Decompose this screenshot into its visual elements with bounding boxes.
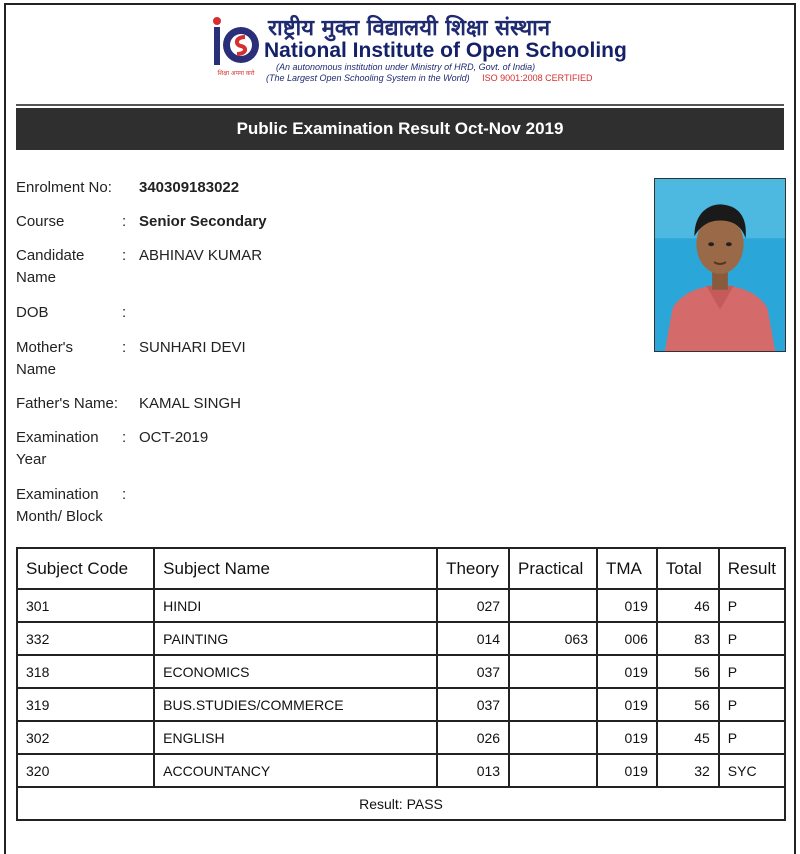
- exam-block-label-line1: Examination: [16, 486, 99, 503]
- header-subject-name: Subject Name: [154, 548, 437, 589]
- subject-code: 302: [17, 721, 154, 754]
- overall-result: Result: PASS: [17, 787, 785, 820]
- header-practical: Practical: [509, 548, 597, 589]
- mother-name-value: SUNHARI DEVI: [139, 339, 246, 356]
- subject-result: SYC: [719, 754, 785, 787]
- institute-subtitle: (An autonomous institution under Ministry of HRD, Govt. of India): [276, 62, 536, 72]
- table-row: [17, 721, 785, 754]
- enrolment-value: 340309183022: [139, 179, 240, 196]
- subject-result: P: [719, 721, 785, 754]
- tagline-text: (The Largest Open Schooling System in the World): [266, 73, 470, 83]
- table-row: [17, 754, 785, 787]
- colon: :: [122, 304, 127, 321]
- exam-year-label-line2: Year: [16, 451, 47, 468]
- practical-marks: 063: [509, 622, 597, 655]
- candidate-label-line2: Name: [16, 269, 57, 286]
- father-name-value: KAMAL SINGH: [139, 395, 241, 412]
- candidate-label-line1: Candidate: [16, 247, 85, 264]
- practical-marks: [509, 589, 597, 622]
- table-row: [17, 655, 785, 688]
- institute-english-title: National Institute of Open Schooling: [264, 39, 627, 62]
- theory-marks: 014: [437, 622, 509, 655]
- total-marks: 56: [657, 655, 719, 688]
- tma-marks: 019: [597, 655, 657, 688]
- iso-certification: ISO 9001:2008 CERTIFIED: [482, 73, 593, 83]
- father-label: Father's Name:: [16, 395, 119, 412]
- table-row: [17, 622, 785, 655]
- dob-label: DOB: [16, 304, 49, 321]
- practical-marks: [509, 721, 597, 754]
- subject-name: ENGLISH: [154, 721, 437, 754]
- total-marks: 56: [657, 688, 719, 721]
- colon: :: [122, 429, 127, 446]
- theory-marks: 026: [437, 721, 509, 754]
- total-marks: 45: [657, 721, 719, 754]
- logo-motto: शिक्षा अपना करो: [217, 70, 255, 77]
- theory-marks: 013: [437, 754, 509, 787]
- header-tma: TMA: [597, 548, 657, 589]
- theory-marks: 037: [437, 688, 509, 721]
- exam-year-label-line1: Examination: [16, 429, 99, 446]
- page-border-top: [4, 3, 796, 5]
- institute-hindi-title: राष्ट्रीय मुक्त विद्यालयी शिक्षा संस्थान: [268, 16, 551, 41]
- subject-name: PAINTING: [154, 622, 437, 655]
- result-banner: [16, 108, 784, 150]
- overall-result-row: [17, 787, 785, 820]
- total-marks: 46: [657, 589, 719, 622]
- subject-result: P: [719, 589, 785, 622]
- colon: :: [122, 339, 127, 356]
- candidate-name-value: ABHINAV KUMAR: [139, 247, 263, 264]
- course-label: Course: [16, 213, 65, 230]
- practical-marks: [509, 655, 597, 688]
- banner-title: Public Examination Result Oct-Nov 2019: [236, 119, 564, 138]
- tma-marks: 019: [597, 754, 657, 787]
- header-total: Total: [657, 548, 719, 589]
- header-subject-code: Subject Code: [17, 548, 154, 589]
- exam-block-label-line2: Month/ Block: [16, 508, 103, 525]
- subject-result: P: [719, 622, 785, 655]
- course-value: Senior Secondary: [139, 213, 267, 230]
- subject-name: BUS.STUDIES/COMMERCE: [154, 688, 437, 721]
- marks-table: [16, 547, 786, 821]
- mother-label-line2: Name: [16, 361, 57, 378]
- subject-result: P: [719, 688, 785, 721]
- subject-code: 332: [17, 622, 154, 655]
- table-row: [17, 589, 785, 622]
- total-marks: 32: [657, 754, 719, 787]
- page-border-right: [794, 3, 796, 854]
- practical-marks: [509, 754, 597, 787]
- table-row: [17, 688, 785, 721]
- colon: :: [122, 213, 127, 230]
- subject-code: 319: [17, 688, 154, 721]
- subject-code: 301: [17, 589, 154, 622]
- nios-logo-icon: [211, 15, 261, 83]
- tma-marks: 019: [597, 688, 657, 721]
- subject-code: 320: [17, 754, 154, 787]
- header-divider: [16, 104, 784, 106]
- header-theory: Theory: [437, 548, 509, 589]
- subject-name: HINDI: [154, 589, 437, 622]
- mother-label-line1: Mother's: [16, 339, 74, 356]
- theory-marks: 027: [437, 589, 509, 622]
- total-marks: 83: [657, 622, 719, 655]
- colon: :: [122, 486, 127, 503]
- institute-tagline: [266, 73, 593, 83]
- subject-result: P: [719, 655, 785, 688]
- subject-name: ACCOUNTANCY: [154, 754, 437, 787]
- table-header-row: [17, 548, 785, 589]
- theory-marks: 037: [437, 655, 509, 688]
- subject-name: ECONOMICS: [154, 655, 437, 688]
- subject-code: 318: [17, 655, 154, 688]
- page-border-left: [4, 3, 6, 854]
- enrolment-label: Enrolment No:: [16, 179, 112, 196]
- candidate-photo: [654, 178, 786, 352]
- exam-year-value: OCT-2019: [139, 429, 209, 446]
- tma-marks: 019: [597, 589, 657, 622]
- tma-marks: 006: [597, 622, 657, 655]
- header-result: Result: [719, 548, 785, 589]
- colon: :: [122, 247, 127, 264]
- practical-marks: [509, 688, 597, 721]
- tma-marks: 019: [597, 721, 657, 754]
